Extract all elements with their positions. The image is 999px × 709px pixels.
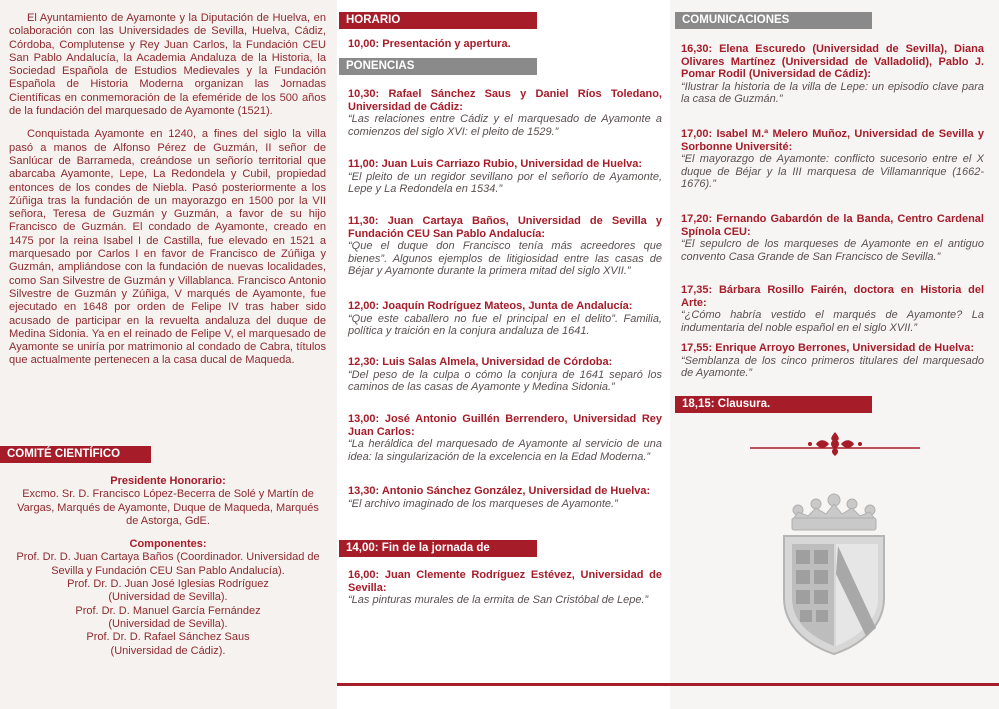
- bottom-rule: [670, 683, 999, 686]
- comunicacion-title: “El mayorazgo de Ayamonte: conflicto sucesorio entre el X duque de Béjar y la III marquesa de Villamanrique (1662-1676).”: [681, 153, 984, 191]
- comunicacion-item: [681, 213, 984, 263]
- comunicacion-speaker: 17,00: Isabel M.ª Melero Muñoz, Universidad de Sevilla y Sorbonne Université:: [681, 128, 984, 153]
- ponencia-item: [348, 569, 662, 607]
- intro-paragraph-1: El Ayuntamiento de Ayamonte y la Diputación de Huelva, en colaboración con las Universidades de Sevilla, Huelva, Cádiz, Córdoba, Complutense y Rey Juan Carlos, la Fundación CEU San Pablo Andalucía, la Academia Andaluza de la Historia, la Sociedad Española de Estudios Medievales y la Fundación Española de Historia Moderna organizan las Jornadas Científicas en conmemoración de la efeméride de los 500 años de la fundación del marquesado de Ayamonte (1521).: [9, 12, 326, 118]
- ponencias-header: PONENCIAS: [339, 58, 537, 75]
- comunicacion-title: “¿Cómo habría vestido el marqués de Ayamonte? La indumentaria del noble español en el siglo XVII.”: [681, 309, 984, 334]
- right-panel: [670, 0, 999, 709]
- presidente-label: Presidente Honorario:: [110, 475, 226, 487]
- ornament-divider: [750, 430, 920, 458]
- ponencia-speaker: 11,30: Juan Cartaya Baños, Universidad de Sevilla y Fundación CEU San Pablo Andalucía:: [348, 215, 662, 240]
- ponencia-item: [348, 215, 662, 278]
- componentes-label: Componentes:: [129, 538, 207, 551]
- comunicacion-title: “Semblanza de los cinco primeros titulares del marquesado de Ayamonte.”: [681, 354, 984, 380]
- ponencia-speaker: 11,00: Juan Luis Carriazo Rubio, Universidad de Huelva:: [348, 158, 643, 170]
- ponencia-title: “El pleito de un regidor sevillano por el señorío de Ayamonte, Lepe y La Redondela en 1534.”: [348, 170, 662, 196]
- comunicacion-item: [681, 128, 984, 191]
- middle-panel: [337, 0, 670, 709]
- comite-header: COMITÉ CIENTÍFICO: [0, 446, 151, 463]
- comunicaciones-header: COMUNICACIONES: [675, 12, 872, 29]
- ponencia-item: [348, 158, 662, 196]
- ponencia-title: “Que este caballero no fue el principal en el delito”. Familia, política y traición en la conjura andaluza de 1641.: [348, 312, 662, 338]
- ponencia-title: “Que el duque don Francisco tenía más acreedores que bienes”. Algunos ejemplos de litigiosidad entre las casas de Béjar y Ayamonte durante la primera mitad del siglo XVII.”: [348, 240, 662, 278]
- bottom-rule: [337, 683, 670, 686]
- horario-header: HORARIO: [339, 12, 537, 29]
- ponencia-item: [348, 88, 662, 138]
- componente-item: Prof. Dr. D. Manuel García Fernández (Universidad de Sevilla).: [75, 604, 261, 630]
- ponencia-title: “Las pinturas murales de la ermita de San Cristóbal de Lepe.”: [348, 594, 649, 607]
- ponencia-title: “El archivo imaginado de los marqueses de Ayamonte.”: [348, 497, 618, 510]
- ponencia-speaker: 12,30: Luis Salas Almela, Universidad de Córdoba:: [348, 356, 613, 368]
- ponencia-speaker: 10,30: Rafael Sánchez Saus y Daniel Ríos Toledano, Universidad de Cádiz:: [348, 88, 662, 113]
- intro-paragraph-2: Conquistada Ayamonte en 1240, a fines del siglo la villa pasó a manos de Alfonso Pérez de Guzmán, II señor de Sanlúcar de Barrameda, creándose un señorío territorial que abarcaba Ayamonte, Lepe, La Redondela y Cubil, propiedad entonces de los condes de Niebla. Pasó posteriormente a los Zúñiga tras la fundación de un mayorazgo en 1500 por la VII señora, Teresa de Guzmán y Guzmán, a favor de su hijo Francisco de Guzmán. El condado de Ayamonte, creado en 1475 por la reina Isabel I de Castilla, fue elevado en 1521 a marquesado por Carlos I en favor de Francisco de Zúñiga y Guzmán, ampliándose con la fundación de nuevas localidades, como San Silvestre de Guzmán y Villablanca. Francisco Antonio Silvestre de Guzmán y Zúñiga, V marqués de Ayamonte, fue ejecutado en 1648 por orden de Felipe IV tras haber sido acusado de participar en la revuelta andaluza del duque de Medina Sidonia. Ya en el reinado de Felipe V, el marquesado de Ayamonte se uniría por matrimonio al condado de Cabra, títulos que actualmente pertenecen a la casa ducal de Maqueda.: [9, 128, 326, 367]
- ponencia-speaker: 16,00: Juan Clemente Rodríguez Estévez, Universidad de Sevilla:: [348, 569, 662, 594]
- ponencia-speaker: 13,30: Antonio Sánchez González, Universidad de Huelva:: [348, 485, 651, 497]
- comunicacion-title: “Ilustrar la historia de la villa de Lepe: un episodio clave para la casa de Guzmán.”: [681, 80, 984, 106]
- comunicacion-title: “El sepulcro de los marqueses de Ayamonte en el antiguo convento Casa Grande de San Francisco de Sevilla.”: [681, 238, 984, 263]
- apertura-text: 10,00: Presentación y apertura.: [348, 38, 511, 50]
- componente-item: Prof. Dr. D. Juan José Iglesias Rodríguez (Universidad de Sevilla).: [67, 578, 269, 604]
- componente-item: Prof. Dr. D. Rafael Sánchez Saus (Universidad de Cádiz).: [86, 631, 250, 657]
- comunicacion-item: [681, 284, 984, 334]
- ponencia-item: [348, 413, 662, 463]
- comunicacion-item: [681, 342, 984, 380]
- ponencia-speaker: 13,00: José Antonio Guillén Berrendero, Universidad Rey Juan Carlos:: [348, 413, 662, 438]
- comunicacion-item: [681, 43, 984, 106]
- fin-manana-bar: 14,00: Fin de la jornada de mañana.: [339, 540, 537, 557]
- ponencia-item: [348, 485, 662, 510]
- componente-item: Prof. Dr. D. Juan Cartaya Baños (Coordinador. Universidad de Sevilla y Fundación CEU San Pablo Andalucía).: [16, 551, 320, 577]
- presidente-name: Excmo. Sr. D. Francisco López-Becerra de Solé y Martín de Vargas, Marqués de Ayamonte, Duque de Maqueda, Marqués de Astorga, GdE.: [17, 488, 319, 527]
- comunicacion-speaker: 16,30: Elena Escuredo (Universidad de Sevilla), Diana Olivares Martínez (Universidad de Valladolid), Pablo J. Pomar Rodil (Universidad de Cádiz):: [681, 43, 984, 81]
- ponencia-item: [348, 300, 662, 338]
- intro-text: [9, 12, 326, 378]
- comunicacion-speaker: 17,35: Bárbara Rosillo Fairén, doctora en Historia del Arte:: [681, 284, 984, 309]
- ponencia-title: “Del peso de la culpa o cómo la conjura de 1641 separó los caminos de las casas de Ayamonte y Medina Sidonia.”: [348, 368, 662, 394]
- coat-of-arms-icon: [778, 488, 890, 656]
- ponencia-item: [348, 356, 662, 394]
- clausura-bar: 18,15: Clausura.: [675, 396, 872, 413]
- comite-content: [8, 475, 328, 658]
- ponencia-speaker: 12,00: Joaquín Rodríguez Mateos, Junta de Andalucía:: [348, 300, 633, 312]
- left-panel: [0, 0, 337, 709]
- comunicacion-speaker: 17,20: Fernando Gabardón de la Banda, Centro Cardenal Spínola CEU:: [681, 213, 984, 238]
- ponencia-title: “La heráldica del marquesado de Ayamonte al servicio de una idea: la singularización de la excelencia en la Edad Moderna.”: [348, 438, 662, 463]
- ponencia-title: “Las relaciones entre Cádiz y el marquesado de Ayamonte a comienzos del siglo XVI: el pleito de 1529.”: [348, 113, 662, 138]
- comunicacion-speaker: 17,55: Enrique Arroyo Berrones, Universidad de Huelva:: [681, 342, 975, 354]
